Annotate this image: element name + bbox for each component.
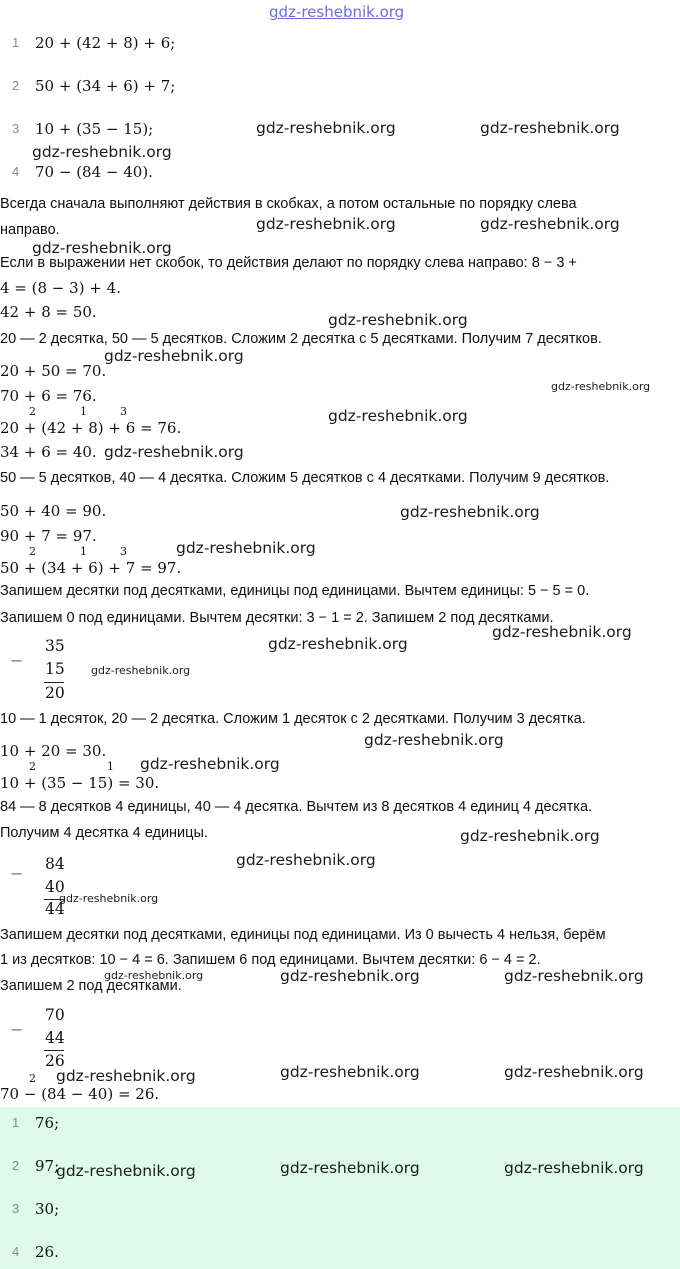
watermark: gdz-reshebnik.org [256, 119, 396, 137]
solution-line: 10 + (35 − 15) = 30. [0, 774, 160, 792]
column-line [44, 1050, 64, 1051]
watermark: gdz-reshebnik.org [504, 1159, 644, 1177]
column-line [44, 682, 64, 683]
expression-number: 4 [12, 164, 20, 179]
expression-3: 10 + (35 − 15); [35, 120, 154, 138]
order-mark: 2 [29, 545, 36, 558]
watermark: gdz-reshebnik.org [280, 1063, 420, 1081]
solution-line: 70 − (84 − 40) = 26. [0, 1085, 160, 1103]
column-result: 44 [45, 900, 65, 918]
answer-number: 3 [12, 1201, 20, 1216]
rule-line: Всегда сначала выполняют действия в скобках, а потом остальные по порядку слева [0, 196, 577, 212]
watermark: gdz-reshebnik.org [104, 347, 244, 365]
column-operand: 44 [45, 1029, 65, 1047]
solution-line: 1 из десятков: 10 − 4 = 6. Запишем 6 под единицами. Вычтем десятки: 6 − 4 = 2. [0, 952, 541, 968]
solution-line: 50 + 40 = 90. [0, 502, 107, 520]
solution-line: 10 + 20 = 30. [0, 742, 107, 760]
answer-section [0, 1107, 680, 1269]
watermark: gdz-reshebnik.org [56, 1067, 196, 1085]
watermark: gdz-reshebnik.org [104, 969, 204, 982]
answer-2: 97; [35, 1157, 60, 1175]
solution-line: Получим 4 десятка 4 единицы. [0, 825, 208, 841]
order-mark: 2 [29, 1072, 36, 1085]
column-result: 26 [45, 1052, 65, 1070]
column-operand: 40 [45, 878, 65, 896]
watermark: gdz-reshebnik.org [328, 407, 468, 425]
watermark: gdz-reshebnik.org [32, 143, 172, 161]
minus-sign: − [10, 864, 24, 883]
watermark: gdz-reshebnik.org [140, 755, 280, 773]
watermark: gdz-reshebnik.org [400, 503, 540, 521]
watermark: gdz-reshebnik.org [104, 443, 244, 461]
solution-line: 50 + (34 + 6) + 7 = 97. [0, 559, 182, 577]
watermark: gdz-reshebnik.org [32, 239, 172, 257]
solution-line: Запишем 2 под десятками. [0, 978, 182, 994]
expression-number: 3 [12, 121, 20, 136]
column-operand: 70 [45, 1006, 65, 1024]
watermark: gdz-reshebnik.org [236, 851, 376, 869]
solution-line: Запишем десятки под десятками, единицы под единицами. Вычтем единицы: 5 − 5 = 0. [0, 583, 590, 599]
order-mark: 1 [80, 405, 87, 418]
solution-line: 70 + 6 = 76. [0, 387, 97, 405]
expression-4: 70 − (84 − 40). [35, 163, 153, 181]
rule-line: 4 = (8 − 3) + 4. [0, 279, 121, 297]
solution-line: Запишем десятки под десятками, единицы под единицами. Из 0 вычесть 4 нельзя, берём [0, 927, 606, 943]
watermark: gdz-reshebnik.org [460, 827, 600, 845]
expression-number: 1 [12, 35, 20, 50]
watermark: gdz-reshebnik.org [91, 664, 191, 677]
order-mark: 3 [120, 545, 127, 558]
column-operand: 15 [45, 660, 65, 678]
solution-line: Запишем 0 под единицами. Вычтем десятки: 3 − 1 = 2. Запишем 2 под десятками. [0, 610, 554, 626]
watermark-top[interactable]: gdz-reshebnik.org [269, 3, 405, 21]
order-mark: 2 [29, 760, 36, 773]
answer-number: 1 [12, 1115, 20, 1130]
order-mark: 3 [120, 405, 127, 418]
solution-line: 20 — 2 десятка, 50 — 5 десятков. Сложим 2 десятка с 5 десятками. Получим 7 десятков. [0, 331, 602, 347]
answer-1: 76; [35, 1114, 60, 1132]
answer-4: 26. [35, 1243, 59, 1261]
watermark: gdz-reshebnik.org [504, 1063, 644, 1081]
solution-line: 10 — 1 десяток, 20 — 2 десятка. Сложим 1 десяток с 2 десятками. Получим 3 десятка. [0, 711, 586, 727]
answer-number: 2 [12, 1158, 20, 1173]
watermark: gdz-reshebnik.org [364, 731, 504, 749]
order-mark: 2 [29, 405, 36, 418]
order-mark: 1 [80, 545, 87, 558]
solution-line: 50 — 5 десятков, 40 — 4 десятка. Сложим 5 десятков с 4 десятками. Получим 9 десятков. [0, 470, 610, 486]
expression-2: 50 + (34 + 6) + 7; [35, 77, 176, 95]
order-mark: 1 [107, 760, 114, 773]
column-operand: 84 [45, 855, 65, 873]
watermark: gdz-reshebnik.org [59, 892, 159, 905]
solution-line: 84 — 8 десятков 4 единицы, 40 — 4 десятка. Вычтем из 8 десятков 4 единиц 4 десятка. [0, 799, 593, 815]
column-operand: 35 [45, 637, 65, 655]
watermark: gdz-reshebnik.org [256, 215, 396, 233]
watermark: gdz-reshebnik.org [176, 539, 316, 557]
solution-line: 20 + 50 = 70. [0, 362, 107, 380]
rule-line: направо. [0, 222, 60, 238]
column-result: 20 [45, 684, 65, 702]
rule-line: Если в выражении нет скобок, то действия делают по порядку слева направо: 8 − 3 + [0, 255, 577, 271]
minus-sign: − [10, 1020, 24, 1039]
watermark: gdz-reshebnik.org [268, 635, 408, 653]
watermark: gdz-reshebnik.org [280, 1159, 420, 1177]
solution-line: 90 + 7 = 97. [0, 527, 97, 545]
expression-number: 2 [12, 78, 20, 93]
watermark: gdz-reshebnik.org [504, 967, 644, 985]
watermark: gdz-reshebnik.org [480, 215, 620, 233]
watermark: gdz-reshebnik.org [280, 967, 420, 985]
solution-line: 42 + 8 = 50. [0, 303, 97, 321]
watermark: gdz-reshebnik.org [328, 311, 468, 329]
expression-1: 20 + (42 + 8) + 6; [35, 34, 176, 52]
minus-sign: − [10, 651, 24, 670]
watermark: gdz-reshebnik.org [551, 380, 651, 393]
solution-line: 20 + (42 + 8) + 6 = 76. [0, 419, 182, 437]
watermark: gdz-reshebnik.org [480, 119, 620, 137]
watermark: gdz-reshebnik.org [56, 1162, 196, 1180]
solution-line: 34 + 6 = 40. [0, 443, 97, 461]
answer-3: 30; [35, 1200, 60, 1218]
watermark: gdz-reshebnik.org [492, 623, 632, 641]
answer-number: 4 [12, 1244, 20, 1259]
